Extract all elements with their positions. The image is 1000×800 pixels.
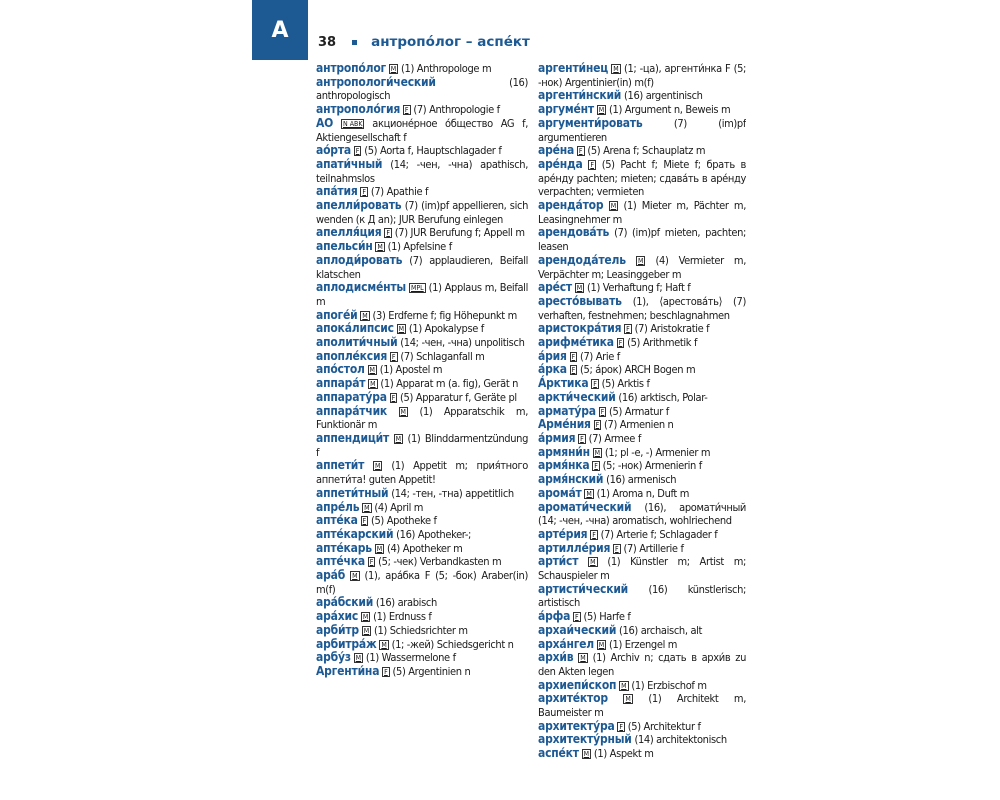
headword: ара́хис xyxy=(316,609,359,624)
headword: аре́нда xyxy=(538,156,583,171)
gender-tag: M xyxy=(637,256,644,265)
headword: арха́нгел xyxy=(538,636,594,651)
headword: апте́чка xyxy=(316,554,365,569)
gender-tag: M xyxy=(370,380,376,389)
gender-tag: M xyxy=(594,448,601,457)
definition: (1) Erdnuss f xyxy=(373,610,432,624)
definition: (1) Aroma n, Duft m xyxy=(596,486,690,500)
definition: (5) Apparatur f, Geräte pl xyxy=(400,390,517,404)
definition: (16) armenisch xyxy=(606,473,677,487)
headword: аргенти́нский xyxy=(538,88,622,103)
definition: (5) Pacht f; Miete f; брать в аре́нду pachten; mieten; сдава́ть в аре́нду verpachten; vermieten xyxy=(538,157,746,199)
gender-tag: M xyxy=(363,626,370,635)
headword: аргументи́ровать xyxy=(538,115,643,130)
headword: аппети́тный xyxy=(316,485,389,500)
definition: (7) Aristokratie f xyxy=(634,322,710,336)
gender-tag: M xyxy=(625,695,631,704)
dictionary-entry xyxy=(316,240,528,254)
right-column xyxy=(538,62,746,800)
definition: (5) Aorta f, Hauptschlagader f xyxy=(364,144,502,158)
definition: (4) Apotheker m xyxy=(386,541,463,555)
running-head-words: антропо́лог – аспе́кт xyxy=(371,34,530,50)
dictionary-entry xyxy=(538,295,746,322)
dictionary-entry xyxy=(538,350,746,364)
gender-tag: M xyxy=(364,503,370,512)
definition: (1; -ца), аргенти́нка F (5; -нок) Argentinier(in) m(f) xyxy=(538,62,746,89)
headword: армату́ра xyxy=(538,403,596,418)
dictionary-entry xyxy=(538,391,746,405)
gender-tag: M xyxy=(362,613,369,622)
gender-tag: F xyxy=(594,462,598,471)
definition: (5) Armatur f xyxy=(609,404,669,418)
gender-tag: M xyxy=(377,243,383,252)
definition: (1) Argument n, Beweis m xyxy=(609,103,731,117)
definition: (16) anthropologisch xyxy=(316,75,528,103)
dictionary-entry xyxy=(538,446,746,460)
left-column xyxy=(316,62,528,800)
headword: аристокра́тия xyxy=(538,321,622,336)
gender-tag: F xyxy=(592,530,596,539)
headword: Аргенти́на xyxy=(316,663,380,678)
gender-tag: M xyxy=(376,544,383,553)
dictionary-entry xyxy=(316,514,528,528)
dictionary-entry xyxy=(316,377,528,391)
headword: апопле́ксия xyxy=(316,348,388,363)
headword: архиепи́скоп xyxy=(538,677,617,692)
definition: (7) Arterie f; Schlagader f xyxy=(600,527,718,541)
gender-tag: F xyxy=(362,517,367,526)
definition: (7) (im)pf mieten, pachten; leasen xyxy=(538,226,746,254)
definition: (1) Apfelsine f xyxy=(387,240,452,254)
definition: (7) (im)pf appellieren, sich wenden (к Д an); JUR Berufung einlegen xyxy=(316,199,528,226)
headword: а́рия xyxy=(538,348,567,363)
dictionary-entry xyxy=(538,583,746,610)
headword: аркти́ческий xyxy=(538,389,616,404)
definition: (1) Aspekt m xyxy=(593,747,654,761)
headword: армя́нка xyxy=(538,458,590,473)
definition: (16) künstlerisch; artistisch xyxy=(538,582,746,610)
dictionary-entry xyxy=(316,569,528,596)
headword: арти́ст xyxy=(538,554,579,569)
gender-tag: M xyxy=(369,366,375,375)
headword: аппети́т xyxy=(316,458,365,473)
dictionary-entry xyxy=(538,555,746,582)
headword: арома́т xyxy=(538,485,582,500)
headword: а́рмия xyxy=(538,430,576,445)
gender-tag: M xyxy=(381,640,387,649)
gender-tag: F xyxy=(578,147,583,156)
dictionary-entry xyxy=(538,432,746,446)
headword: аполити́чный xyxy=(316,335,398,350)
dictionary-entry xyxy=(316,158,528,185)
gender-tag: F xyxy=(593,380,597,389)
headword: артилле́рия xyxy=(538,540,611,555)
gender-tag: M xyxy=(362,311,368,320)
gender-tag: F xyxy=(615,544,619,553)
headword: апока́липсис xyxy=(316,321,394,336)
gender-tag: M xyxy=(598,640,605,649)
gender-tag: F xyxy=(580,434,584,443)
dictionary-entry xyxy=(316,226,528,240)
headword: арендода́тель xyxy=(538,252,626,267)
definition: (1) Applaus m, Beifall m xyxy=(316,281,528,308)
headword: апо́стол xyxy=(316,362,365,377)
definition: (7) Schlaganfall m xyxy=(400,349,485,363)
headword: а́рка xyxy=(538,362,567,377)
gender-tag: F xyxy=(618,339,623,348)
definition: (16), аромати́чный (14; -чен, -чна) aromatisch, wohlriechend xyxy=(538,500,746,528)
dictionary-entry xyxy=(316,185,528,199)
dictionary-entry xyxy=(538,528,746,542)
gender-tag: F xyxy=(362,188,367,197)
definition: (7) JUR Berufung f; Appell m xyxy=(394,226,525,240)
dictionary-entry xyxy=(538,747,746,761)
dictionary-entry xyxy=(538,733,746,747)
gender-tag: M xyxy=(375,462,381,471)
dictionary-entry xyxy=(316,391,528,405)
dictionary-entry xyxy=(316,487,528,501)
dictionary-entry xyxy=(538,199,746,226)
definition: (1) Apparat m (a. fig), Gerät n xyxy=(380,377,519,391)
definition: (14; -тен, -тна) appetitlich xyxy=(391,486,514,500)
dictionary-entry xyxy=(538,651,746,678)
definition: (1) Appetit m; прия́тного аппети́та! guten Appetit! xyxy=(316,459,528,487)
definition: (16) Apotheker-; xyxy=(396,527,472,541)
headword: АО xyxy=(316,115,334,130)
definition: (1) Apparatschik m, Funktionär m xyxy=(316,404,528,432)
headword: арте́рия xyxy=(538,526,588,541)
definition: (1) Archiv n; сдать в архи́в zu den Akten legen xyxy=(538,651,746,678)
definition: (1) Apostel m xyxy=(379,363,443,377)
definition: (1) Erzbischof m xyxy=(631,678,707,692)
definition: (4) Vermieter m, Verpächter m; Leasinggeber m xyxy=(538,253,746,281)
headword: арендова́ть xyxy=(538,225,610,240)
gender-tag: M xyxy=(586,489,592,498)
gender-tag: F xyxy=(571,366,576,375)
bullet-square-icon xyxy=(352,40,357,45)
headword: А́рктика xyxy=(538,376,589,391)
definition: (7) (im)pf argumentieren xyxy=(538,116,746,144)
dictionary-entry xyxy=(316,528,528,542)
headword: аргуме́нт xyxy=(538,102,594,117)
gender-tag: M xyxy=(590,558,596,567)
section-letter: A xyxy=(271,17,289,43)
definition: (1; pl -e, -) Armenier m xyxy=(604,445,711,459)
running-head xyxy=(318,30,530,54)
headword: ара́б xyxy=(316,568,346,583)
gender-tag: M xyxy=(395,434,401,443)
gender-tag: F xyxy=(404,106,409,115)
dictionary-entry xyxy=(538,720,746,734)
definition: (1) Apokalypse f xyxy=(408,322,484,336)
definition: (1) Mieter m, Pächter m, Leasingnehmer m xyxy=(538,199,746,226)
headword: арифме́тика xyxy=(538,335,614,350)
headword: Арме́ния xyxy=(538,417,591,432)
definition: (7) Armenien n xyxy=(604,418,674,432)
definition: (5; -чек) Verbandkasten m xyxy=(378,555,502,569)
gender-tag: F xyxy=(595,421,600,430)
definition: (5) Apotheke f xyxy=(370,514,437,528)
dictionary-entry xyxy=(316,501,528,515)
headword: апте́ка xyxy=(316,513,358,528)
headword: арбу́з xyxy=(316,650,351,665)
headword: апре́ль xyxy=(316,499,360,514)
gender-tag: M xyxy=(576,284,583,293)
dictionary-entry xyxy=(316,350,528,364)
gender-tag: F xyxy=(369,558,374,567)
page-number: 38 xyxy=(318,34,337,50)
dictionary-entry xyxy=(538,473,746,487)
gender-tag: M xyxy=(613,65,619,73)
definition: (1) Schiedsrichter m xyxy=(373,623,468,637)
headword: апельси́н xyxy=(316,239,373,254)
headword: архитекту́рный xyxy=(538,732,632,747)
definition: (5) Harfe f xyxy=(583,610,631,624)
headword: апте́карь xyxy=(316,540,372,555)
dictionary-entry xyxy=(316,363,528,377)
definition: (14) architektonisch xyxy=(634,733,727,747)
definition: (1) Wassermelone f xyxy=(365,651,456,665)
definition: (5) Arena f; Schauplatz m xyxy=(587,144,706,158)
definition: (7) applaudieren, Beifall klatschen xyxy=(316,253,528,281)
headword: аре́ст xyxy=(538,280,572,295)
dictionary-entry xyxy=(538,62,746,89)
headword: а́рфа xyxy=(538,609,571,624)
dictionary-entry xyxy=(538,638,746,652)
definition: (5; -нок) Armenierin f xyxy=(602,459,702,473)
dictionary-entry xyxy=(538,459,746,473)
definition: (4) April m xyxy=(374,500,424,514)
headword: аргенти́нец xyxy=(538,62,609,75)
headword: апелли́ровать xyxy=(316,198,402,213)
headword: архите́ктор xyxy=(538,691,608,706)
definition: (1) Anthropologe m xyxy=(401,62,492,75)
definition: (14; -чен, -чна) unpolitisch xyxy=(400,336,525,350)
headword: аппарату́ра xyxy=(316,389,387,404)
definition: (16) argentinisch xyxy=(623,89,703,103)
headword: аппара́т xyxy=(316,376,366,391)
dictionary-entry xyxy=(538,692,746,719)
letter-tab xyxy=(252,0,308,60)
definition: (7) Armee f xyxy=(588,431,641,445)
definition: (1) Architekt m, Baumeister m xyxy=(538,692,746,720)
headword: апте́карский xyxy=(316,526,394,541)
definition: (7) Artillerie f xyxy=(623,541,684,555)
gender-tag: F xyxy=(391,352,396,361)
definition: (16) archaisch, alt xyxy=(619,623,703,637)
dictionary-entry xyxy=(538,542,746,556)
dictionary-entry xyxy=(538,679,746,693)
gender-tag: F xyxy=(575,613,579,622)
gender-tag: F xyxy=(571,352,576,361)
definition: (5) Arithmetik f xyxy=(627,336,698,350)
dictionary-entry xyxy=(316,336,528,350)
dictionary-entry xyxy=(538,418,746,432)
dictionary-entry xyxy=(316,432,528,459)
dictionary-entry xyxy=(316,596,528,610)
dictionary-entry xyxy=(316,542,528,556)
headword: арби́тр xyxy=(316,622,359,637)
headword: апоге́й xyxy=(316,307,358,322)
headword: архи́в xyxy=(538,650,574,665)
gender-tag: F xyxy=(619,722,623,731)
dictionary-entry xyxy=(316,76,528,103)
headword: аппара́тчик xyxy=(316,403,388,418)
dictionary-entry xyxy=(538,89,746,103)
definition: (7) Apathie f xyxy=(370,185,429,199)
gender-tag: M xyxy=(580,654,586,663)
definition: (5) Architektur f xyxy=(627,719,701,733)
definition: (5) Arktis f xyxy=(601,377,650,391)
dictionary-entry xyxy=(538,624,746,638)
headword: аромати́ческий xyxy=(538,499,632,514)
dictionary-entry xyxy=(316,309,528,323)
definition: (16) arktisch, Polar- xyxy=(618,390,708,404)
dictionary-entry xyxy=(316,144,528,158)
dictionary-entry xyxy=(316,103,528,117)
headword: ара́бский xyxy=(316,595,374,610)
dictionary-entry xyxy=(316,62,528,76)
dictionary-entry xyxy=(316,322,528,336)
headword: антропо́лог xyxy=(316,62,386,75)
dictionary-entry xyxy=(538,377,746,391)
dictionary-entry xyxy=(316,651,528,665)
headword: ао́рта xyxy=(316,143,351,158)
dictionary-entry xyxy=(538,144,746,158)
gender-tag: M xyxy=(355,654,362,663)
dictionary-entry xyxy=(538,281,746,295)
gender-tag: M xyxy=(390,65,397,73)
dictionary-entry xyxy=(316,254,528,281)
gender-tag: F xyxy=(391,393,396,402)
definition: (7) Anthropologie f xyxy=(413,103,500,117)
dictionary-entry xyxy=(316,459,528,486)
headword: аресто́вывать xyxy=(538,293,622,308)
definition: (1; -жей) Schiedsgericht n xyxy=(391,637,514,651)
gender-tag: M xyxy=(400,407,406,416)
gender-tag: M xyxy=(583,750,590,759)
headword: артисти́ческий xyxy=(538,581,629,596)
headword: аспе́кт xyxy=(538,746,579,761)
definition: (1), ара́бка F (5; -бок) Araber(in) m(f) xyxy=(316,569,528,596)
dictionary-entry xyxy=(538,322,746,336)
dictionary-entry xyxy=(538,254,746,281)
dictionary-entry xyxy=(538,226,746,253)
gender-tag: M xyxy=(598,106,605,115)
headword: аре́на xyxy=(538,143,575,158)
headword: апати́чный xyxy=(316,156,383,171)
headword: архитекту́ра xyxy=(538,718,615,733)
dictionary-entry xyxy=(538,336,746,350)
dictionary-entry xyxy=(538,487,746,501)
gender-tag: F xyxy=(600,407,605,416)
headword: аренда́тор xyxy=(538,198,604,213)
gender-tag: M xyxy=(610,202,617,211)
dictionary-entry xyxy=(316,555,528,569)
headword: апелля́ция xyxy=(316,225,382,240)
gender-tag: MPL xyxy=(410,284,424,293)
gender-tag: M xyxy=(352,572,358,581)
dictionary-entry xyxy=(316,199,528,226)
gender-tag: F xyxy=(590,160,594,169)
headword: арбитра́ж xyxy=(316,636,377,651)
definition: (14; -чен, -чна) apathisch, teilnahmslos xyxy=(316,157,528,185)
dictionary-entry xyxy=(316,281,528,308)
gender-tag: F xyxy=(386,229,390,238)
dictionary-entry xyxy=(316,610,528,624)
definition: (1) Verhaftung f; Haft f xyxy=(587,281,691,295)
definition: (5; а́рок) ARCH Bogen m xyxy=(580,363,696,377)
gender-tag: M xyxy=(621,681,627,690)
headword: антрополо́гия xyxy=(316,102,401,117)
headword: армяни́н xyxy=(538,444,590,459)
dictionary-entry xyxy=(316,638,528,652)
headword: апа́тия xyxy=(316,184,358,199)
definition: (16) arabisch xyxy=(375,596,437,610)
definition: (3) Erdferne f; fig Höhepunkt m xyxy=(372,308,517,322)
headword: архаи́ческий xyxy=(538,622,617,637)
gender-tag: F xyxy=(626,325,630,334)
headword: аппендици́т xyxy=(316,430,390,445)
headword: аплодисме́нты xyxy=(316,280,406,295)
dictionary-entry xyxy=(316,665,528,679)
definition: (1) Erzengel m xyxy=(609,637,678,651)
definition: (7) Arie f xyxy=(579,349,620,363)
dictionary-entry xyxy=(538,158,746,199)
headword: аплоди́ровать xyxy=(316,252,403,267)
dictionary-entry xyxy=(538,103,746,117)
dictionary-entry xyxy=(538,501,746,528)
dictionary-entry xyxy=(538,610,746,624)
gender-tag: N ABK xyxy=(342,119,363,128)
dictionary-entry xyxy=(538,117,746,144)
headword: армя́нский xyxy=(538,472,604,487)
gender-tag: M xyxy=(398,325,405,334)
gender-tag: F xyxy=(384,667,388,676)
headword: антропологи́ческий xyxy=(316,74,436,89)
definition: (1), ⟨арестова́ть⟩ (7) verhaften, festnehmen; beschlagnahmen xyxy=(538,294,746,322)
dictionary-entry xyxy=(538,405,746,419)
gender-tag: F xyxy=(355,147,360,156)
definition: (5) Argentinien n xyxy=(392,664,471,678)
dictionary-entry xyxy=(316,117,528,144)
definition: (1) Künstler m; Artist m; Schauspieler m xyxy=(538,555,746,583)
definition: (1) Blinddarmentzündung f xyxy=(316,431,528,459)
definition: акционе́рное о́бщество AG f, Aktiengesellschaft f xyxy=(316,116,528,144)
dictionary-entry xyxy=(316,624,528,638)
dictionary-entry xyxy=(316,405,528,432)
